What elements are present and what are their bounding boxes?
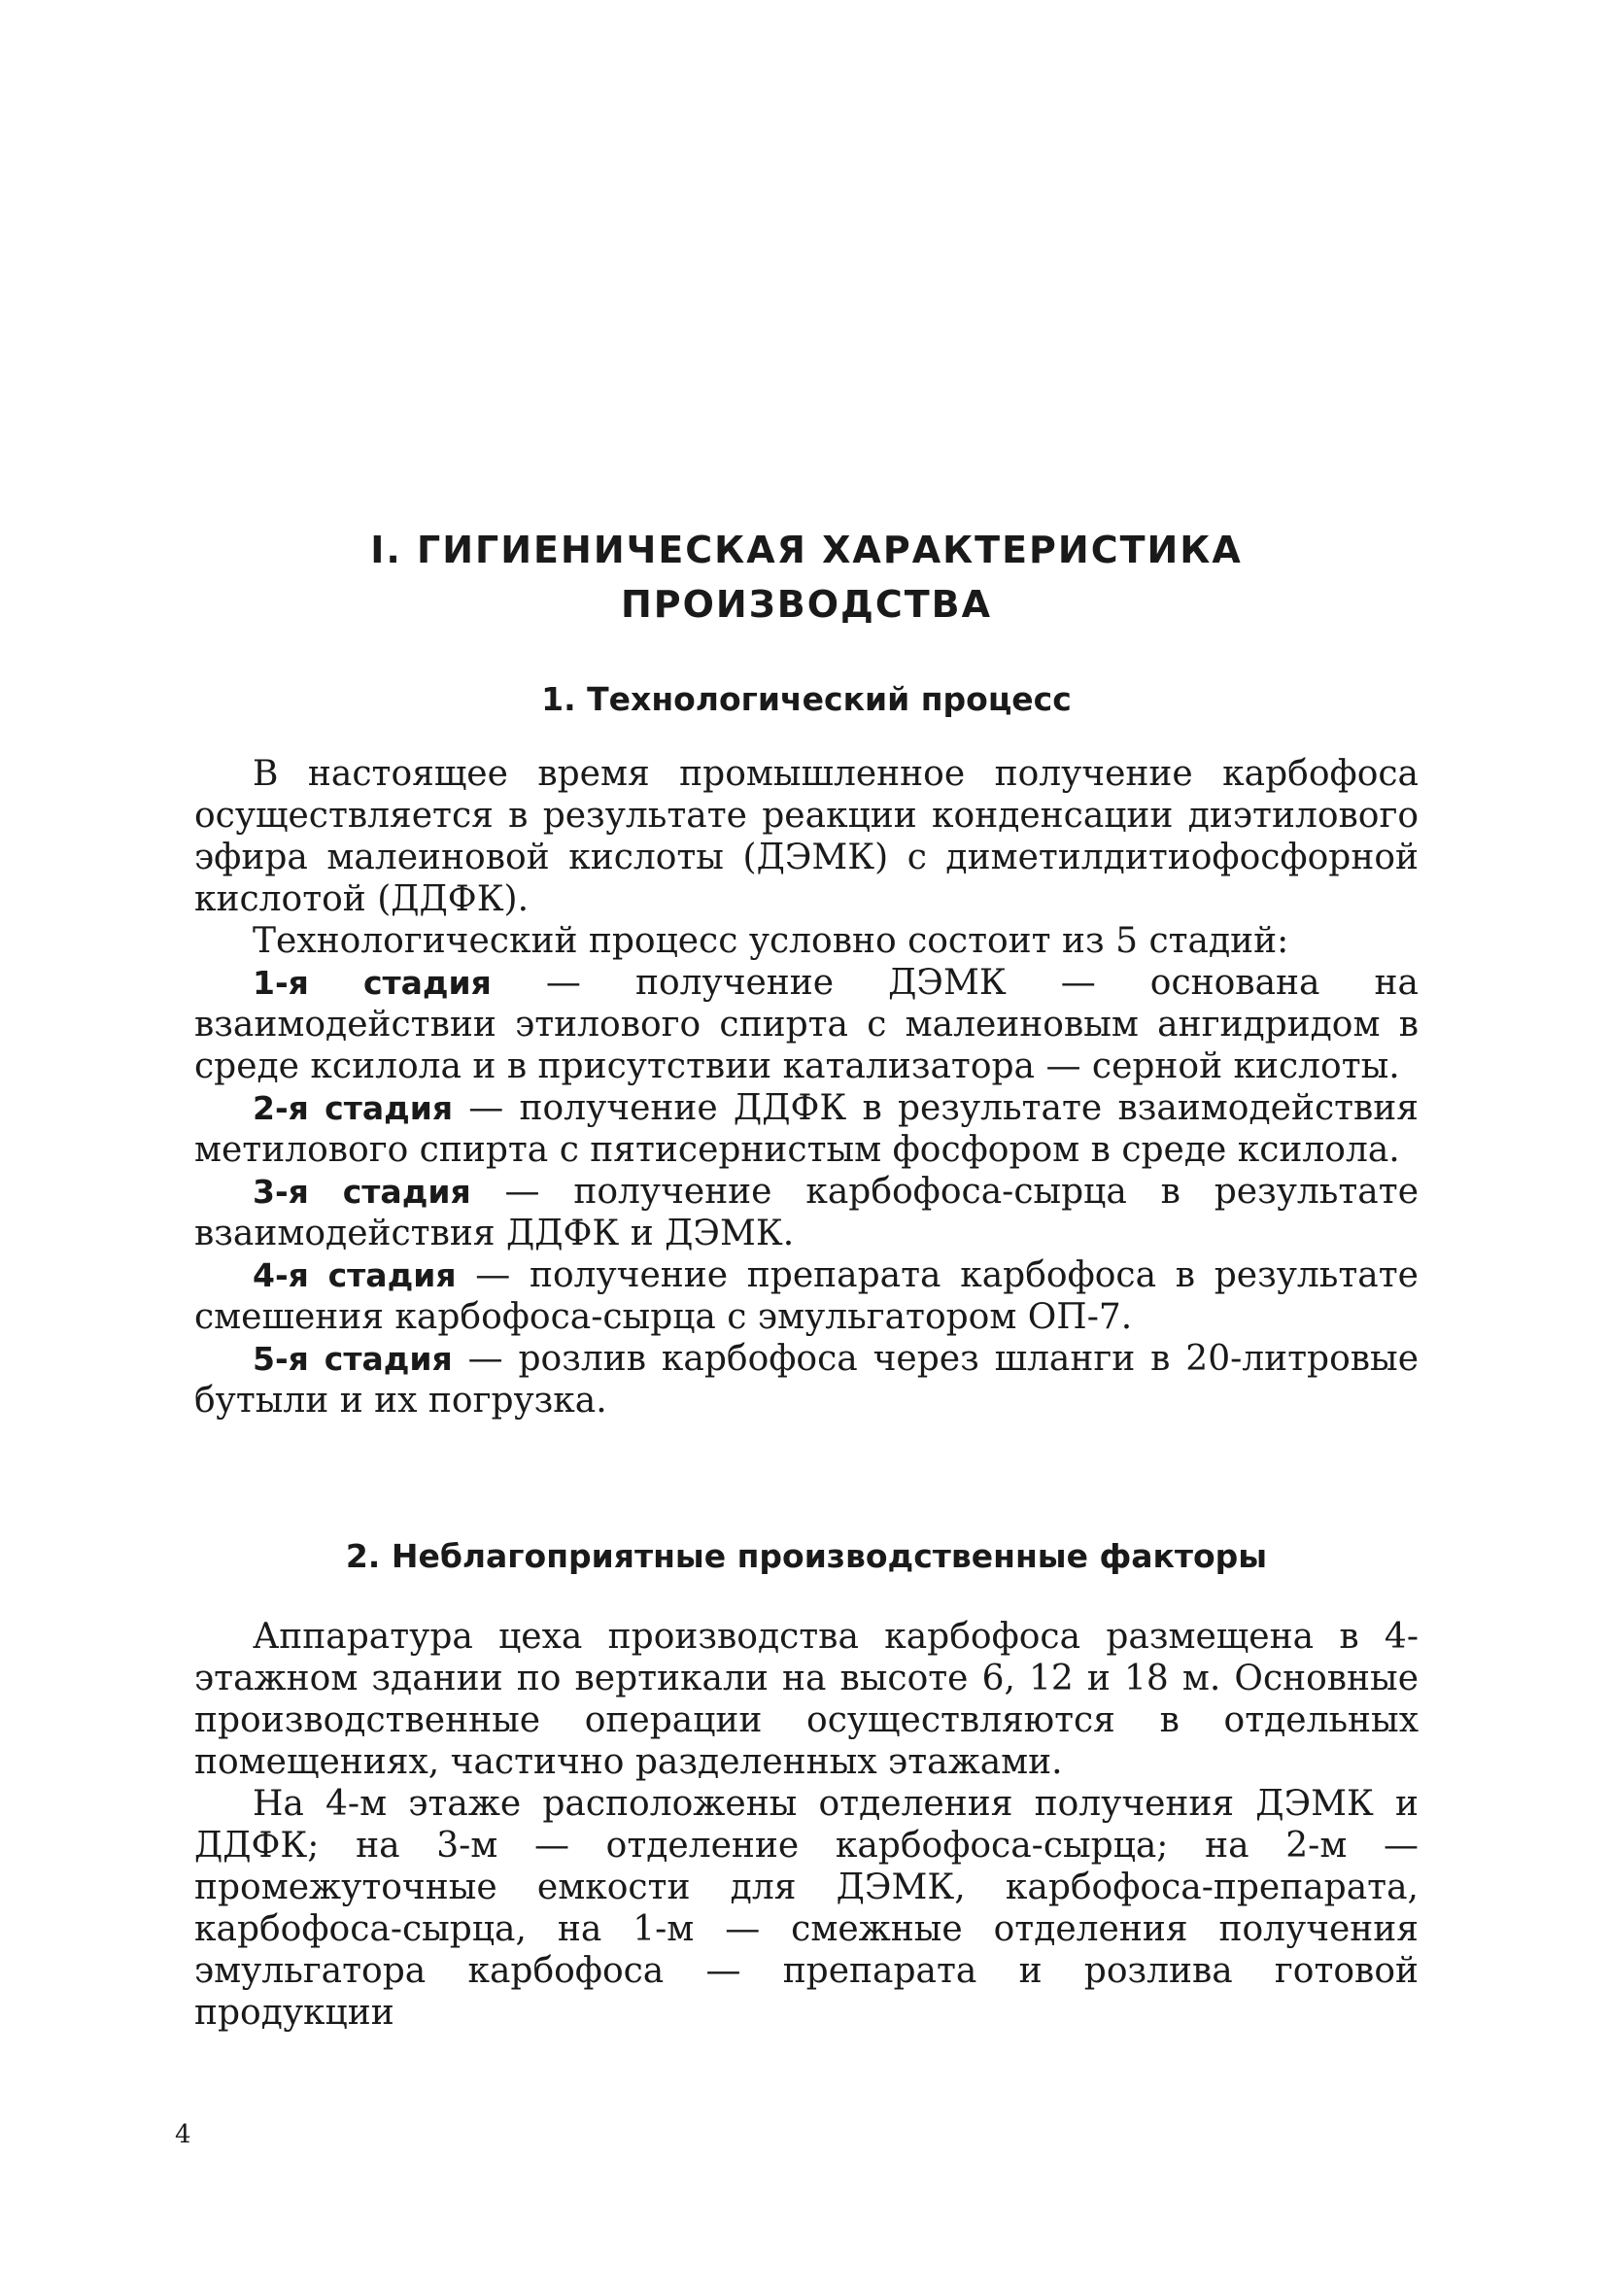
section-2-paragraph: На 4-м этаже расположены отделения получения ДЭМК и ДДФК; на 3-м — отделение карбофоса-сырца; на 2-м — промежуточные емкости для ДЭМК, карбофоса-препарата, карбофоса-сырца, на 1-м — смежные отделения получения эмульгатора карбофоса — препарата и розлива готовой продукции bbox=[194, 1784, 1419, 2033]
section-1-stages-intro: Технологический процесс условно состоит из 5 стадий: bbox=[253, 921, 1289, 961]
stage-paragraph bbox=[194, 1338, 1419, 1422]
section-2-paragraph: Аппаратура цеха производства карбофоса размещена в 4-этажном здании по вертикали на высоте 6, 12 и 18 м. Основные производственные операции осуществляются в отдельных помещениях, частично разделенных этажами. bbox=[194, 1617, 1419, 1782]
section-2-body bbox=[194, 1616, 1419, 2034]
stage-text: — получение препарата карбофоса в результате смешения карбофоса-сырца с эмульгатором ОП-7. bbox=[194, 1255, 1419, 1337]
stage-paragraph bbox=[194, 962, 1419, 1087]
stage-paragraph bbox=[194, 1171, 1419, 1254]
stage-label: 5-я стадия bbox=[253, 1340, 453, 1378]
stage-text: — получение ДЭМК — основана на взаимодействии этилового спирта с малеиновым ангидридом в среде ксилола и в присутствии катализатора — серной кислоты. bbox=[194, 963, 1419, 1086]
chapter-title bbox=[194, 523, 1419, 632]
stage-text: — розлив карбофоса через шланги в 20-литровые бутыли и их погрузка. bbox=[194, 1339, 1419, 1421]
section-1-body bbox=[194, 753, 1419, 1422]
page-number: 4 bbox=[175, 2120, 191, 2149]
stage-paragraph bbox=[194, 1254, 1419, 1338]
section-1-intro: В настоящее время промышленное получение карбофоса осуществляется в результате реакции конденсации диэтилового эфира малеиновой кислоты (ДЭМК) с диметилдитиофосфорной кислотой (ДДФК). bbox=[194, 754, 1419, 919]
section-1-title: 1. Технологический процесс bbox=[541, 680, 1072, 718]
stage-text: — получение карбофоса-сырца в результате взаимодействия ДДФК и ДЭМК. bbox=[194, 1172, 1419, 1253]
document-page bbox=[194, 0, 1419, 2296]
stage-label: 3-я стадия bbox=[253, 1173, 471, 1211]
stage-paragraph bbox=[194, 1087, 1419, 1171]
stage-text: — получение ДДФК в результате взаимодействия метилового спирта с пятисернистым фосфором в среде ксилола. bbox=[194, 1088, 1419, 1170]
stage-label: 2-я стадия bbox=[253, 1089, 454, 1127]
chapter-title-line-2: ПРОИЗВОДСТВА bbox=[620, 583, 993, 626]
section-2-title: 2. Неблагоприятные производственные факторы bbox=[345, 1537, 1268, 1575]
stage-label: 1-я стадия bbox=[253, 964, 492, 1002]
chapter-title-line-1: I. ГИГИЕНИЧЕСКАЯ ХАРАКТЕРИСТИКА bbox=[370, 529, 1243, 571]
stage-label: 4-я стадия bbox=[253, 1256, 457, 1294]
